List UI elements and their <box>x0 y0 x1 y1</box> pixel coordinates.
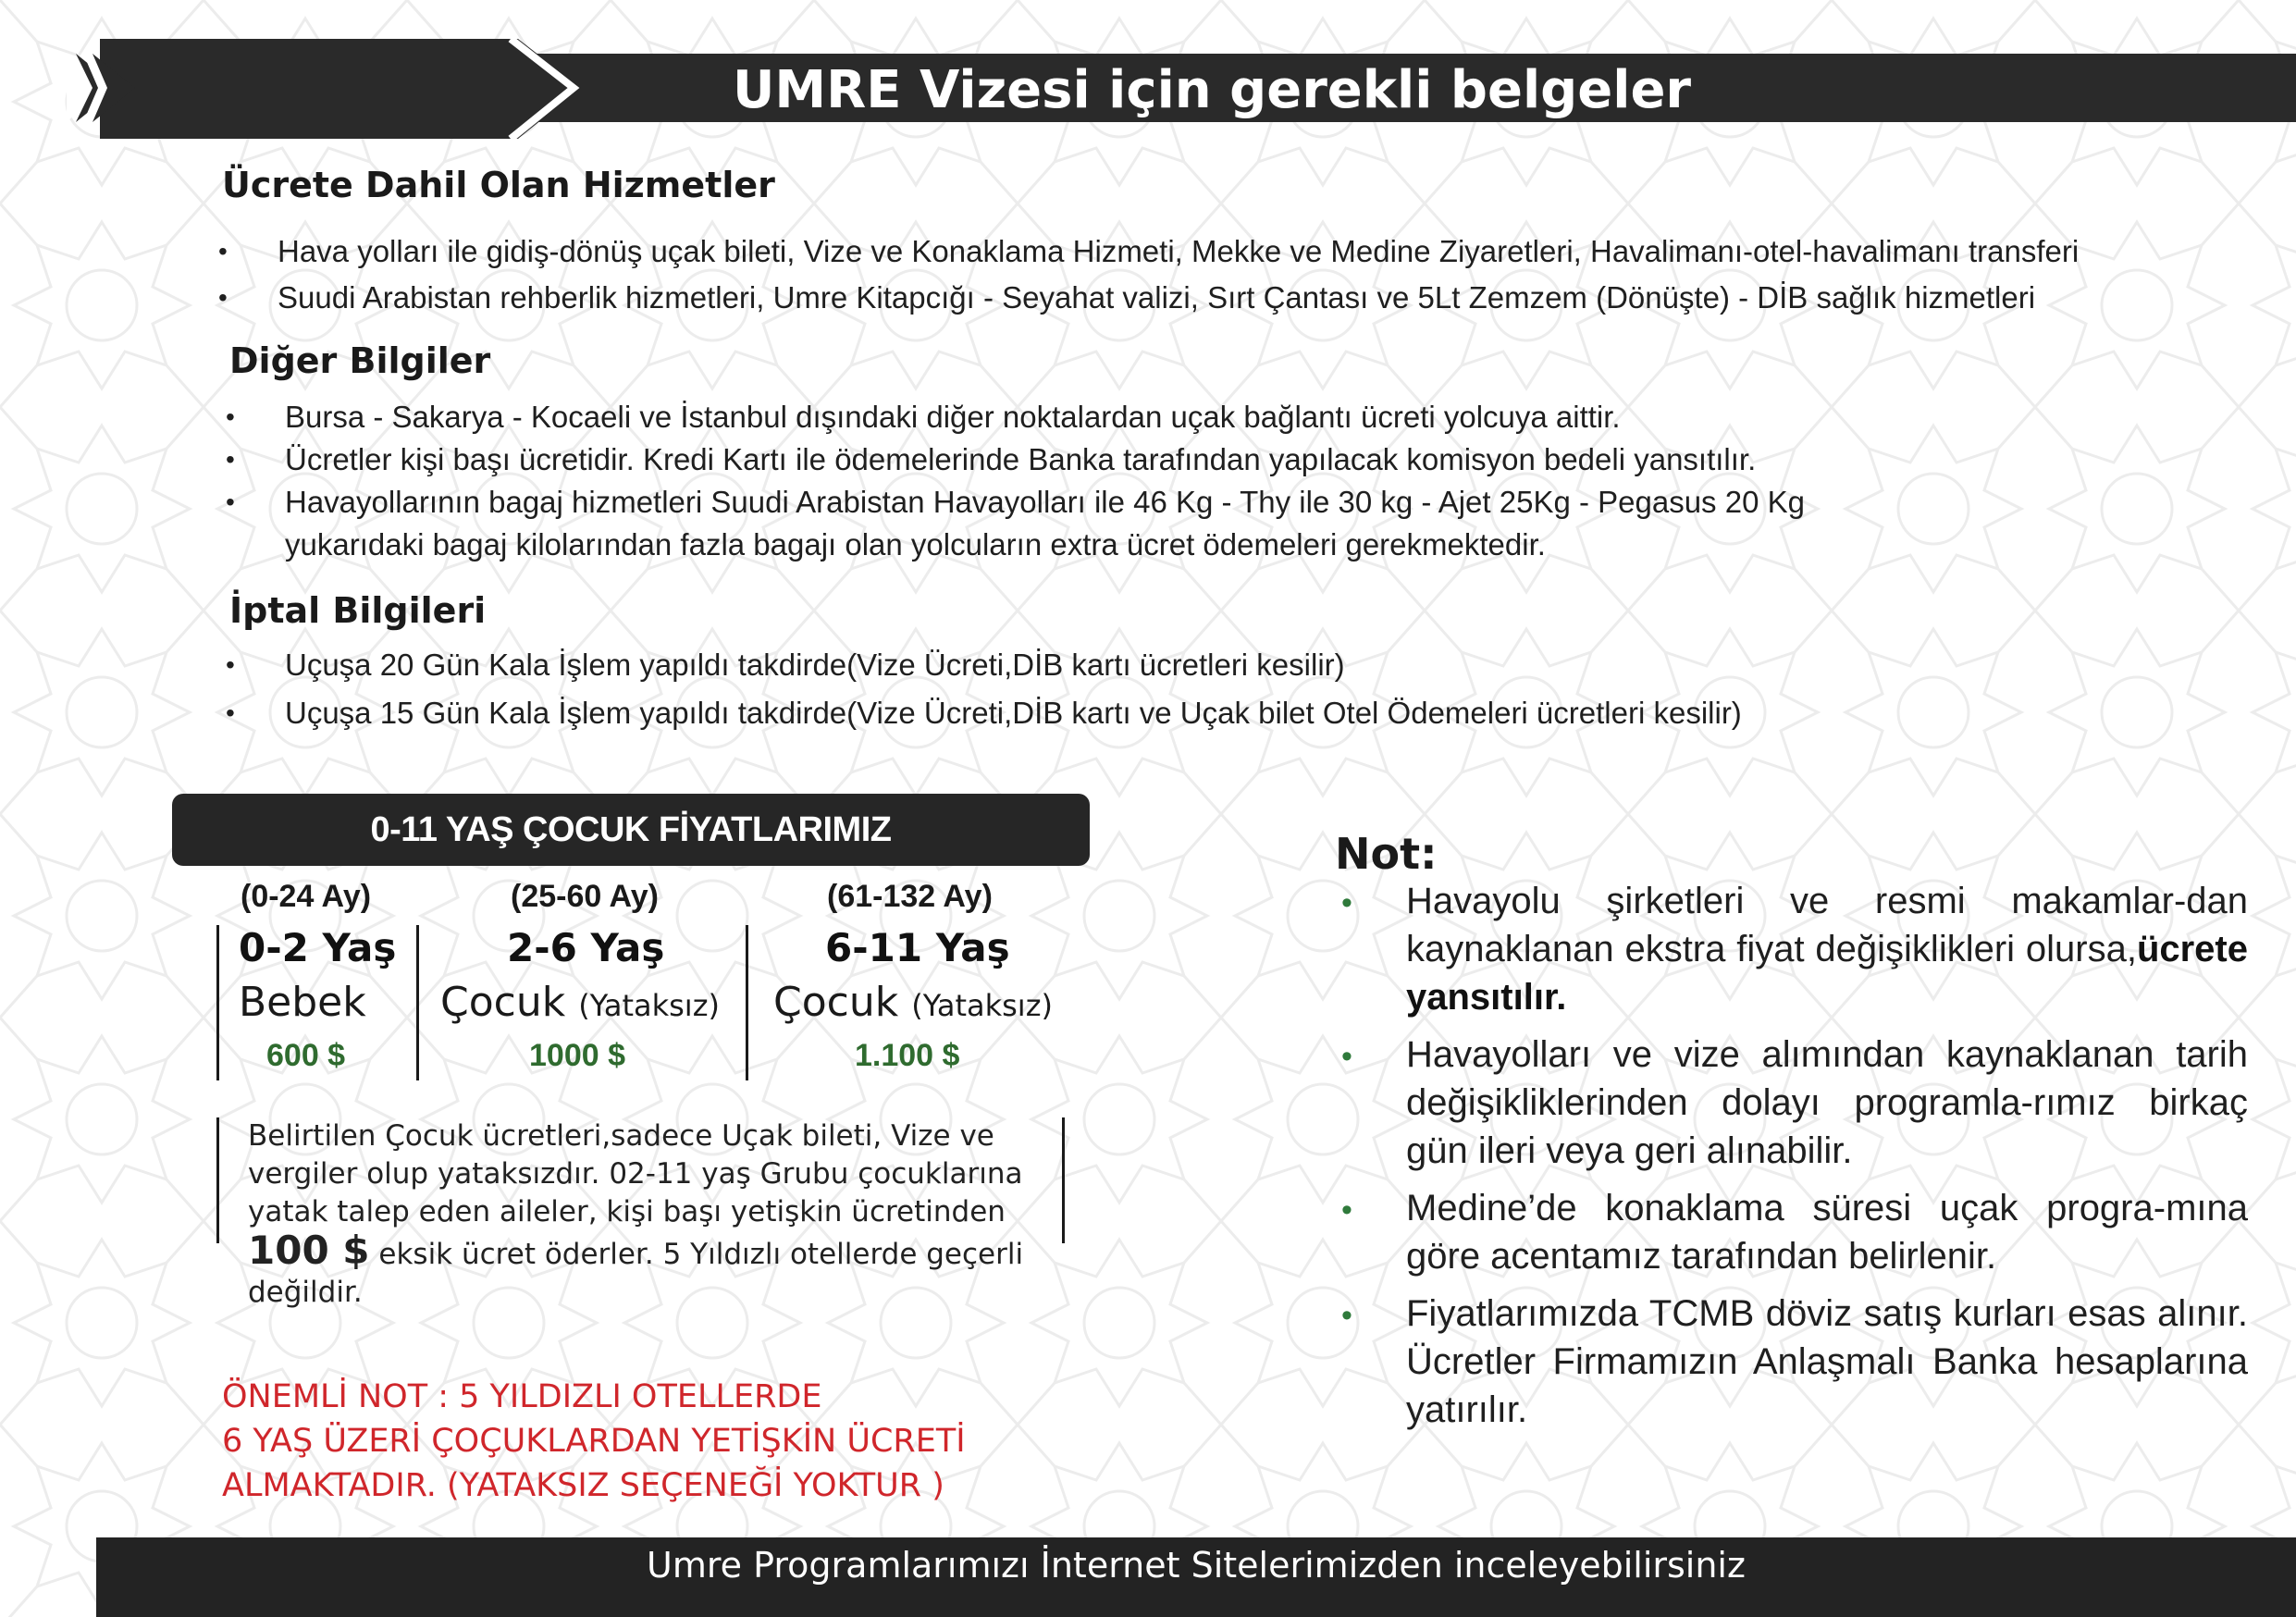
list-item: • Fiyatlarımızda TCMB döviz satış kurları esas alınır. Ücretler Firmamızın Anlaşmalı Banka hesaplarına yatırılır. <box>1341 1293 2248 1430</box>
note-amount: 100 $ <box>248 1228 370 1273</box>
child-prices-title: 0-11 YAŞ ÇOCUK FİYATLARIMIZ <box>370 810 892 849</box>
list-item: • Havayollarının bagaj hizmetleri Suudi Arabistan Havayolları ile 46 Kg - Thy ile 30 kg - Ajet 25Kg - Pegasus 20 Kg <box>285 481 2228 524</box>
list-item: • Uçuşa 20 Gün Kala İşlem yapıldı takdirde(Vize Ücreti,DİB kartı ücretleri kesilir) <box>285 641 2228 689</box>
age-months: (61-132 Ay) <box>827 879 993 914</box>
list-item: • Havayolları ve vize alımından kaynaklanan tarih değişikliklerinden dolayı programla-rımız birkaç gün ileri veya geri alınabilir. <box>1341 1034 2248 1171</box>
age-months: (0-24 Ay) <box>241 879 372 914</box>
age-range: 6-11 Yaş <box>825 925 1010 970</box>
notes-heading: Not: <box>1335 829 1438 879</box>
bullet-icon: • <box>1341 1192 1352 1228</box>
list-item: • Havayolu şirketleri ve resmi makamlar-dan kaynaklanan ekstra fiyat değişiklikleri olursa,ücrete yansıtılır. <box>1341 881 2248 1018</box>
passenger-type: Çocuk (Yataksız) <box>773 979 1053 1026</box>
bullet-icon: • <box>218 283 228 312</box>
price: 1000 $ <box>529 1038 625 1073</box>
important-note: ÖNEMLİ NOT : 5 YILDIZLI OTELLERDE 6 YAŞ ÜZERİ ÇOÇUKLARDAN YETİŞKİN ÜCRETİ ALMAKTADIR. (YATAKSIZ SEÇENEĞİ YOKTUR ) <box>222 1378 966 1504</box>
bullet-icon: • <box>226 402 235 431</box>
price: 1.100 $ <box>855 1038 960 1073</box>
bullet-icon: • <box>226 698 235 727</box>
section-heading-other-info: Diğer Bilgiler <box>229 340 491 381</box>
page-title: UMRE Vizesi için gerekli belgeler <box>732 60 1692 120</box>
price: 600 $ <box>266 1038 346 1073</box>
child-price-note: Belirtilen Çocuk ücretleri,sadece Uçak bileti, Vize ve vergiler olup yataksızdır. 02-11 yaş Grubu çocuklarına yatak talep eden aileler, kişi başı yetişkin ücretinden 100 $ eksik ücret öderler. 5 Yıldızlı otellerde geçerli değildir. <box>248 1119 1024 1309</box>
price-column-2-6 <box>418 879 751 1082</box>
list-item: • Medine’de konaklama süresi uçak progra-mına göre acentamız tarafından belirlenir. <box>1341 1188 2248 1277</box>
other-info-list <box>226 396 2228 566</box>
section-heading-cancellation: İptal Bilgileri <box>229 590 487 631</box>
included-services-list <box>218 228 2266 321</box>
bullet-icon: • <box>226 445 235 474</box>
list-item: • Uçuşa 15 Gün Kala İşlem yapıldı takdirde(Vize Ücreti,DİB kartı ve Uçak bilet Otel Ödemeleri ücretleri kesilir) <box>285 689 2228 737</box>
bullet-icon: • <box>226 650 235 679</box>
footer-text: Umre Programlarımızı İnternet Sitelerimizden inceleyebilirsiniz <box>647 1545 1746 1586</box>
passenger-type: Çocuk (Yataksız) <box>440 979 720 1026</box>
list-item: • Ücretler kişi başı ücretidir. Kredi Kartı ile ödemelerinde Banka tarafından yapılacak komisyon bedeli yansıtılır. <box>285 438 2228 481</box>
list-item: • Suudi Arabistan rehberlik hizmetleri, Umre Kitapcığı - Seyahat valizi, Sırt Çantası ve 5Lt Zemzem (Dönüşte) - DİB sağlık hizmetleri <box>278 275 2266 321</box>
column-divider <box>216 925 219 1080</box>
list-item-continuation: yukarıdaki bagaj kilolarından fazla bagajı olan yolcuların extra ücret ödemeleri gerekmektedir. <box>285 527 1546 562</box>
section-heading-included: Ücrete Dahil Olan Hizmetler <box>222 165 775 205</box>
age-months: (25-60 Ay) <box>511 879 659 914</box>
list-item: • Bursa - Sakarya - Kocaeli ve İstanbul dışındaki diğer noktalardan uçak bağlantı ücreti yolcuya aittir. <box>285 396 2228 438</box>
age-range: 0-2 Yaş <box>239 925 397 970</box>
bullet-icon: • <box>1341 1039 1352 1074</box>
notes-list <box>1341 877 2248 1443</box>
bullet-icon: • <box>1341 1298 1352 1333</box>
cancellation-list <box>226 641 2228 737</box>
list-item: • Hava yolları ile gidiş-dönüş uçak bileti, Vize ve Konaklama Hizmeti, Mekke ve Medine Ziyaretleri, Havalimanı-otel-havalimanı transferi <box>278 228 2266 275</box>
price-column-0-2 <box>216 879 420 1082</box>
bullet-icon: • <box>218 237 228 265</box>
note-box-border-left <box>216 1117 219 1243</box>
price-column-6-11 <box>747 879 1080 1082</box>
passenger-type: Bebek <box>239 979 366 1026</box>
bullet-icon: • <box>1341 885 1352 920</box>
bullet-icon: • <box>226 488 235 516</box>
age-range: 2-6 Yaş <box>507 925 665 970</box>
note-box-border-right <box>1062 1117 1065 1243</box>
